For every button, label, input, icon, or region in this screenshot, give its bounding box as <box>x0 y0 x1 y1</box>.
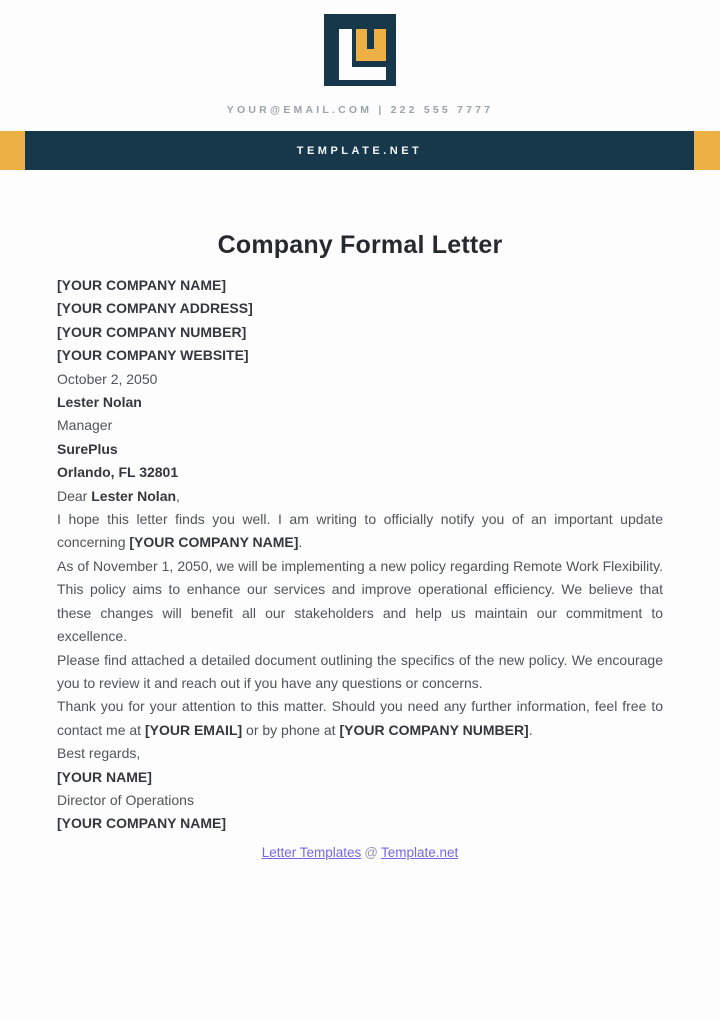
letter-paragraph-1: I hope this letter finds you well. I am writing to officially notify you of an important update concerning [YOUR COMPANY NAME]. <box>57 511 663 551</box>
letter-line-company-address: [YOUR COMPANY ADDRESS] <box>57 300 253 317</box>
letter-line-closing: Best regards, <box>57 745 141 762</box>
letter-line-salutation: Dear Lester Nolan, <box>57 487 180 504</box>
lu-monogram-logo-icon <box>324 14 396 86</box>
letter-paragraph-4: Thank you for your attention to this matter. Should you need any further information, feel free to contact me at [YOUR EMAIL] or by phone at [YOUR COMPANY NUMBER]. <box>57 698 663 738</box>
banner-text: TEMPLATE.NET <box>296 144 423 157</box>
letter-templates-link[interactable]: Letter Templates <box>261 844 362 860</box>
banner-bar <box>25 131 694 170</box>
header-contact-line: YOUR@EMAIL.COM | 222 555 7777 <box>226 104 494 116</box>
footer-separator: @ <box>364 844 378 860</box>
letter-line-sender-name: [YOUR NAME] <box>57 768 152 785</box>
header <box>0 0 720 116</box>
letter-line-company-website: [YOUR COMPANY WEBSITE] <box>57 347 249 364</box>
letter-line-recipient-title: Manager <box>57 417 113 434</box>
letter-paragraph-3: Please find attached a detailed document outlining the specifics of the new policy. We encourage you to review it and reach out if you have any questions or concerns. <box>57 651 663 691</box>
banner <box>0 131 720 170</box>
letter-title: Company Formal Letter <box>217 231 503 259</box>
letter-line-date: October 2, 2050 <box>57 370 158 387</box>
template-net-link[interactable]: Template.net <box>380 844 459 860</box>
letter-line-recipient-name: Lester Nolan <box>57 394 142 411</box>
letter-line-company-number: [YOUR COMPANY NUMBER] <box>57 323 247 340</box>
letter-paragraph-2: As of November 1, 2050, we will be implementing a new policy regarding Remote Work Flexibility. This policy aims to enhance our services and improve operational efficiency. We believe that these changes will benefit all our stakeholders and help us maintain our commitment to excellence. <box>57 557 663 645</box>
letter-line-company-name: [YOUR COMPANY NAME] <box>57 277 227 293</box>
letter-line-recipient-company: SurePlus <box>57 440 118 457</box>
letter-line-recipient-city: Orlando, FL 32801 <box>57 464 179 481</box>
footer <box>0 844 720 862</box>
letter-body <box>0 170 720 836</box>
letter-line-sender-company: [YOUR COMPANY NAME] <box>57 815 227 832</box>
letter-line-sender-title: Director of Operations <box>57 791 194 808</box>
